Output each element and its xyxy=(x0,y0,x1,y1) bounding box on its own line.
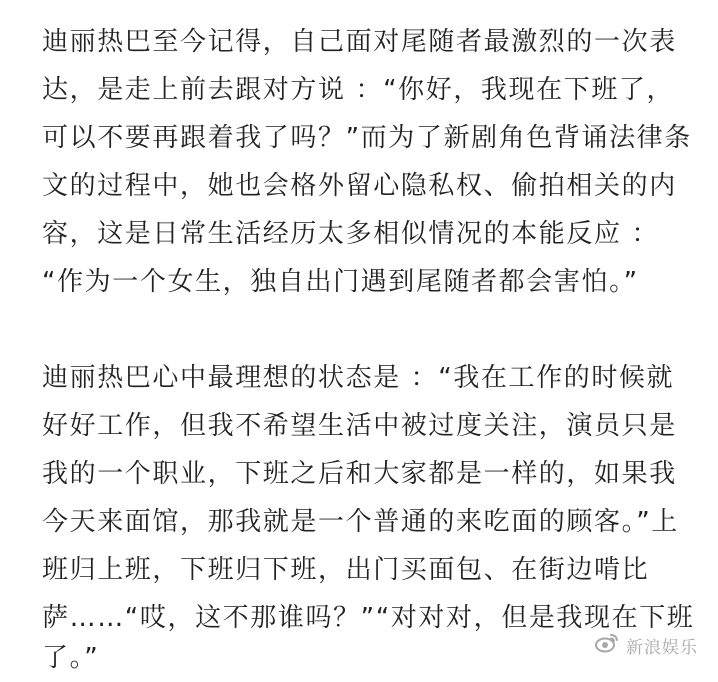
paragraph-line: 迪丽热巴心中最理想的状态是 ：“我在工作的时候就 xyxy=(42,363,675,393)
paragraph-line: 好好工作，但我不希望生活中被过度关注，演员只是 xyxy=(42,411,677,441)
paragraph-line: 班归上班，下班归下班，出门买面包、在街边啃比 xyxy=(42,555,650,585)
paragraph-line: 迪丽热巴至今记得，自己面对尾随者最激烈的一次表 xyxy=(42,27,677,57)
sina-eye-logo-icon xyxy=(594,632,620,658)
paragraph-line: 今天来面馆，那我就是一个普通的来吃面的顾客。”上 xyxy=(42,507,679,537)
paragraph-line: 可以不要再跟着我了吗？”而为了新剧角色背诵法律条 xyxy=(42,123,692,153)
paragraph-line: 我的一个职业，下班之后和大家都是一样的，如果我 xyxy=(42,459,677,489)
paragraph-line: 容，这是日常生活经历太多相似情况的本能反应 ： xyxy=(42,219,660,249)
paragraph-line: 了。” xyxy=(42,643,100,673)
watermark-text: 新浪娱乐 xyxy=(626,637,698,658)
paragraph-line: 文的过程中，她也会格外留心隐私权、偷拍相关的内 xyxy=(42,171,677,201)
paragraph-line: 萨……“哎，这不那谁吗？”“对对对，但是我现在下班 xyxy=(42,603,695,633)
watermark xyxy=(594,632,698,658)
paragraph-line: “作为一个女生，独自出门遇到尾随者都会害怕。” xyxy=(42,267,639,297)
paragraph-line: 达，是走上前去跟对方说 ：“你好，我现在下班了， xyxy=(42,75,675,105)
